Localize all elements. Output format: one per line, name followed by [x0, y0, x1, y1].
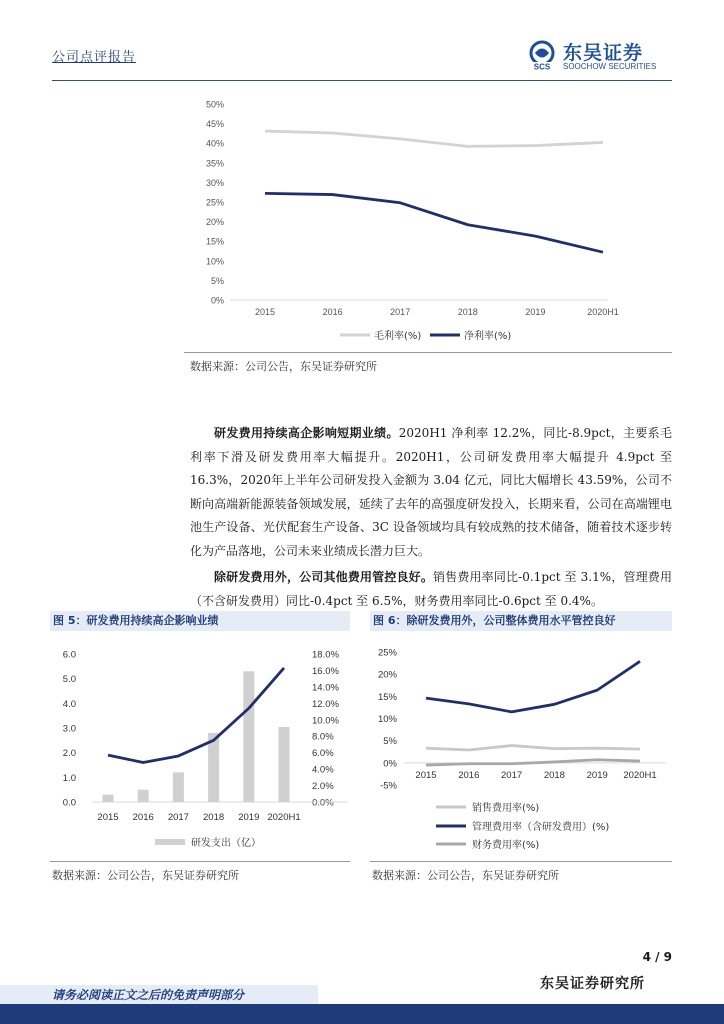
figure5-left-tick: 0.0 [62, 797, 76, 809]
figure6-x-tick: 2019 [586, 769, 608, 781]
paragraph-rd-expense [190, 422, 672, 563]
margin-x-tick: 2017 [390, 307, 411, 317]
margin-y-tick: 35% [205, 158, 224, 169]
figure5-left-tick: 5.0 [62, 674, 76, 686]
legend-label-finance-rate: 财务费用率(%) [472, 840, 540, 851]
margin-y-tick: 40% [205, 138, 224, 149]
figure6-y-tick: -5% [380, 780, 397, 792]
footer-bar [0, 1004, 724, 1024]
logo-name-en: SOOCHOW SECURITIES [563, 62, 657, 71]
footer-disclaimer: 请务必阅读正文之后的免责声明部分 [52, 988, 245, 1002]
paragraph-other-expense-lead: 除研发费用外，公司其他费用管控良好。 [214, 570, 434, 584]
figure6-chart [370, 640, 680, 858]
selling-rate-line [426, 746, 640, 750]
margin-y-tick: 5% [210, 275, 224, 286]
figure6-y-tick: 15% [377, 691, 397, 703]
figure5-right-tick: 0.0% [312, 797, 334, 809]
figure5-right-tick: 14.0% [312, 682, 339, 694]
figure5-title: 图 5：研发费用持续高企影响业绩 [50, 611, 350, 631]
margin-y-tick: 25% [205, 197, 224, 208]
paragraph-other-expense [190, 566, 672, 613]
admin-rate-line [426, 661, 640, 712]
margin-x-tick: 2016 [322, 307, 343, 317]
source-rule-top [184, 352, 672, 353]
figure5-x-tick: 2020H1 [267, 812, 301, 823]
margin-y-tick: 45% [205, 119, 224, 130]
figure5-x-tick: 2016 [132, 812, 154, 823]
figure5-x-tick: 2018 [203, 812, 225, 823]
figure6-source: 数据来源：公司公告，东吴证券研究所 [372, 869, 559, 882]
figure6-title: 图 6：除研发费用外，公司整体费用水平管控良好 [370, 611, 672, 631]
margin-y-tick: 15% [205, 236, 224, 247]
margin-y-tick: 50% [205, 99, 224, 110]
figure5-right-tick: 16.0% [312, 665, 339, 677]
legend-swatch-rd-spend [155, 839, 185, 845]
figure5-x-tick: 2019 [238, 812, 260, 823]
figure5-right-tick: 12.0% [312, 698, 339, 710]
margin-x-tick: 2020H1 [587, 307, 619, 317]
figure5-source-rule [50, 861, 350, 862]
soochow-logo [527, 40, 673, 72]
figure6-x-tick: 2017 [501, 769, 523, 781]
figure6-source-rule [370, 861, 672, 862]
legend-label-gross-margin: 毛利率(%) [374, 331, 422, 342]
soochow-logo-icon [527, 40, 557, 70]
figure6-x-tick: 2015 [415, 769, 437, 781]
paragraph-rd-expense-body: 2020H1 净利率 12.2%，同比-8.9pct，主要系毛利率下滑及研发费用率大幅提升。2020H1，公司研发费用率大幅提升 4.9pct 至 16.3%，2020年上半年公司研发投入金额为 3.04 亿元，同比大幅增长 43.59%，公司不断向高端新能源装备领域发展，延续了去年的高强度研发投入，长期来看，公司在高端锂电池生产设备、光伏配套生产设备、3C 设备领域均具有较成熟的技术储备，随着技术逐步转化为产品落地，公司未来业绩成长潜力巨大。 [190, 426, 672, 558]
rd-spend-bar [243, 671, 254, 802]
figure5-right-tick: 10.0% [312, 715, 339, 727]
margin-chart-source: 数据来源：公司公告，东吴证券研究所 [190, 360, 377, 373]
margin-y-tick: 30% [205, 177, 224, 188]
rd-spend-bar [279, 727, 290, 802]
margin-x-tick: 2019 [525, 307, 546, 317]
paragraph-other-expense-body: 销售费用率同比-0.1pct 至 3.1%，管理费用（不含研发费用）同比-0.4pct 至 6.5%，财务费用率同比-0.6pct 至 0.4%。 [190, 570, 672, 608]
legend-label-net-margin: 净利率(%) [464, 331, 512, 342]
figure5-left-tick: 4.0 [62, 698, 76, 710]
figure6-x-tick: 2016 [458, 769, 480, 781]
margin-x-tick: 2018 [457, 307, 478, 317]
figure5-left-tick: 6.0 [62, 649, 76, 661]
figure6-y-tick: 20% [377, 669, 397, 681]
rd-rate-line [108, 668, 284, 763]
figure5-source: 数据来源：公司公告，东吴证券研究所 [52, 869, 239, 882]
figure5-left-tick: 1.0 [62, 772, 76, 784]
figure5-right-tick: 4.0% [312, 764, 334, 776]
figure5-x-tick: 2015 [97, 812, 119, 823]
figure6-legend [436, 801, 609, 851]
margin-chart [180, 90, 660, 352]
gross-margin-line [265, 131, 603, 146]
figure6-y-tick: 0% [383, 758, 397, 770]
footer-institute: 东吴证券研究所 [540, 976, 645, 992]
figure5-right-tick: 8.0% [312, 731, 334, 743]
report-type-label: 公司点评报告 [52, 50, 137, 65]
rd-spend-bar [138, 790, 149, 802]
figure5-left-tick: 3.0 [62, 723, 76, 735]
margin-y-tick: 0% [210, 295, 224, 306]
legend-label-admin-rate: 管理费用率（含研发费用）(%) [472, 822, 610, 833]
figure6-y-tick: 10% [377, 714, 397, 725]
legend-label-selling-rate: 销售费用率(%) [472, 803, 540, 814]
margin-chart-legend [340, 329, 511, 342]
logo-mark-text: SCS [533, 62, 551, 70]
margin-x-tick: 2015 [254, 307, 276, 317]
legend-label-rd-spend: 研发支出（亿） [191, 838, 261, 849]
header-rule [52, 80, 672, 81]
margin-y-tick: 20% [205, 217, 224, 228]
figure5-chart [50, 640, 360, 858]
figure6-x-tick: 2020H1 [623, 769, 657, 781]
logo-name-cn: 东吴证券 [563, 42, 644, 64]
figure6-x-tick: 2018 [543, 769, 565, 781]
figure6-y-tick: 25% [377, 647, 397, 659]
figure5-legend [155, 836, 261, 849]
figure6-y-tick: 5% [383, 736, 397, 748]
margin-y-tick: 10% [205, 256, 224, 267]
rd-spend-bar [173, 772, 184, 802]
figure5-left-tick: 2.0 [62, 748, 76, 760]
page-number: 4 / 9 [642, 950, 672, 964]
paragraph-rd-expense-lead: 研发费用持续高企影响短期业绩。 [214, 426, 399, 440]
figure5-x-tick: 2017 [167, 812, 189, 823]
figure5-right-tick: 2.0% [312, 781, 334, 793]
figure5-right-tick: 6.0% [312, 748, 334, 760]
net-margin-line [265, 193, 603, 252]
rd-spend-bar [103, 795, 114, 802]
figure5-right-tick: 18.0% [312, 649, 339, 661]
